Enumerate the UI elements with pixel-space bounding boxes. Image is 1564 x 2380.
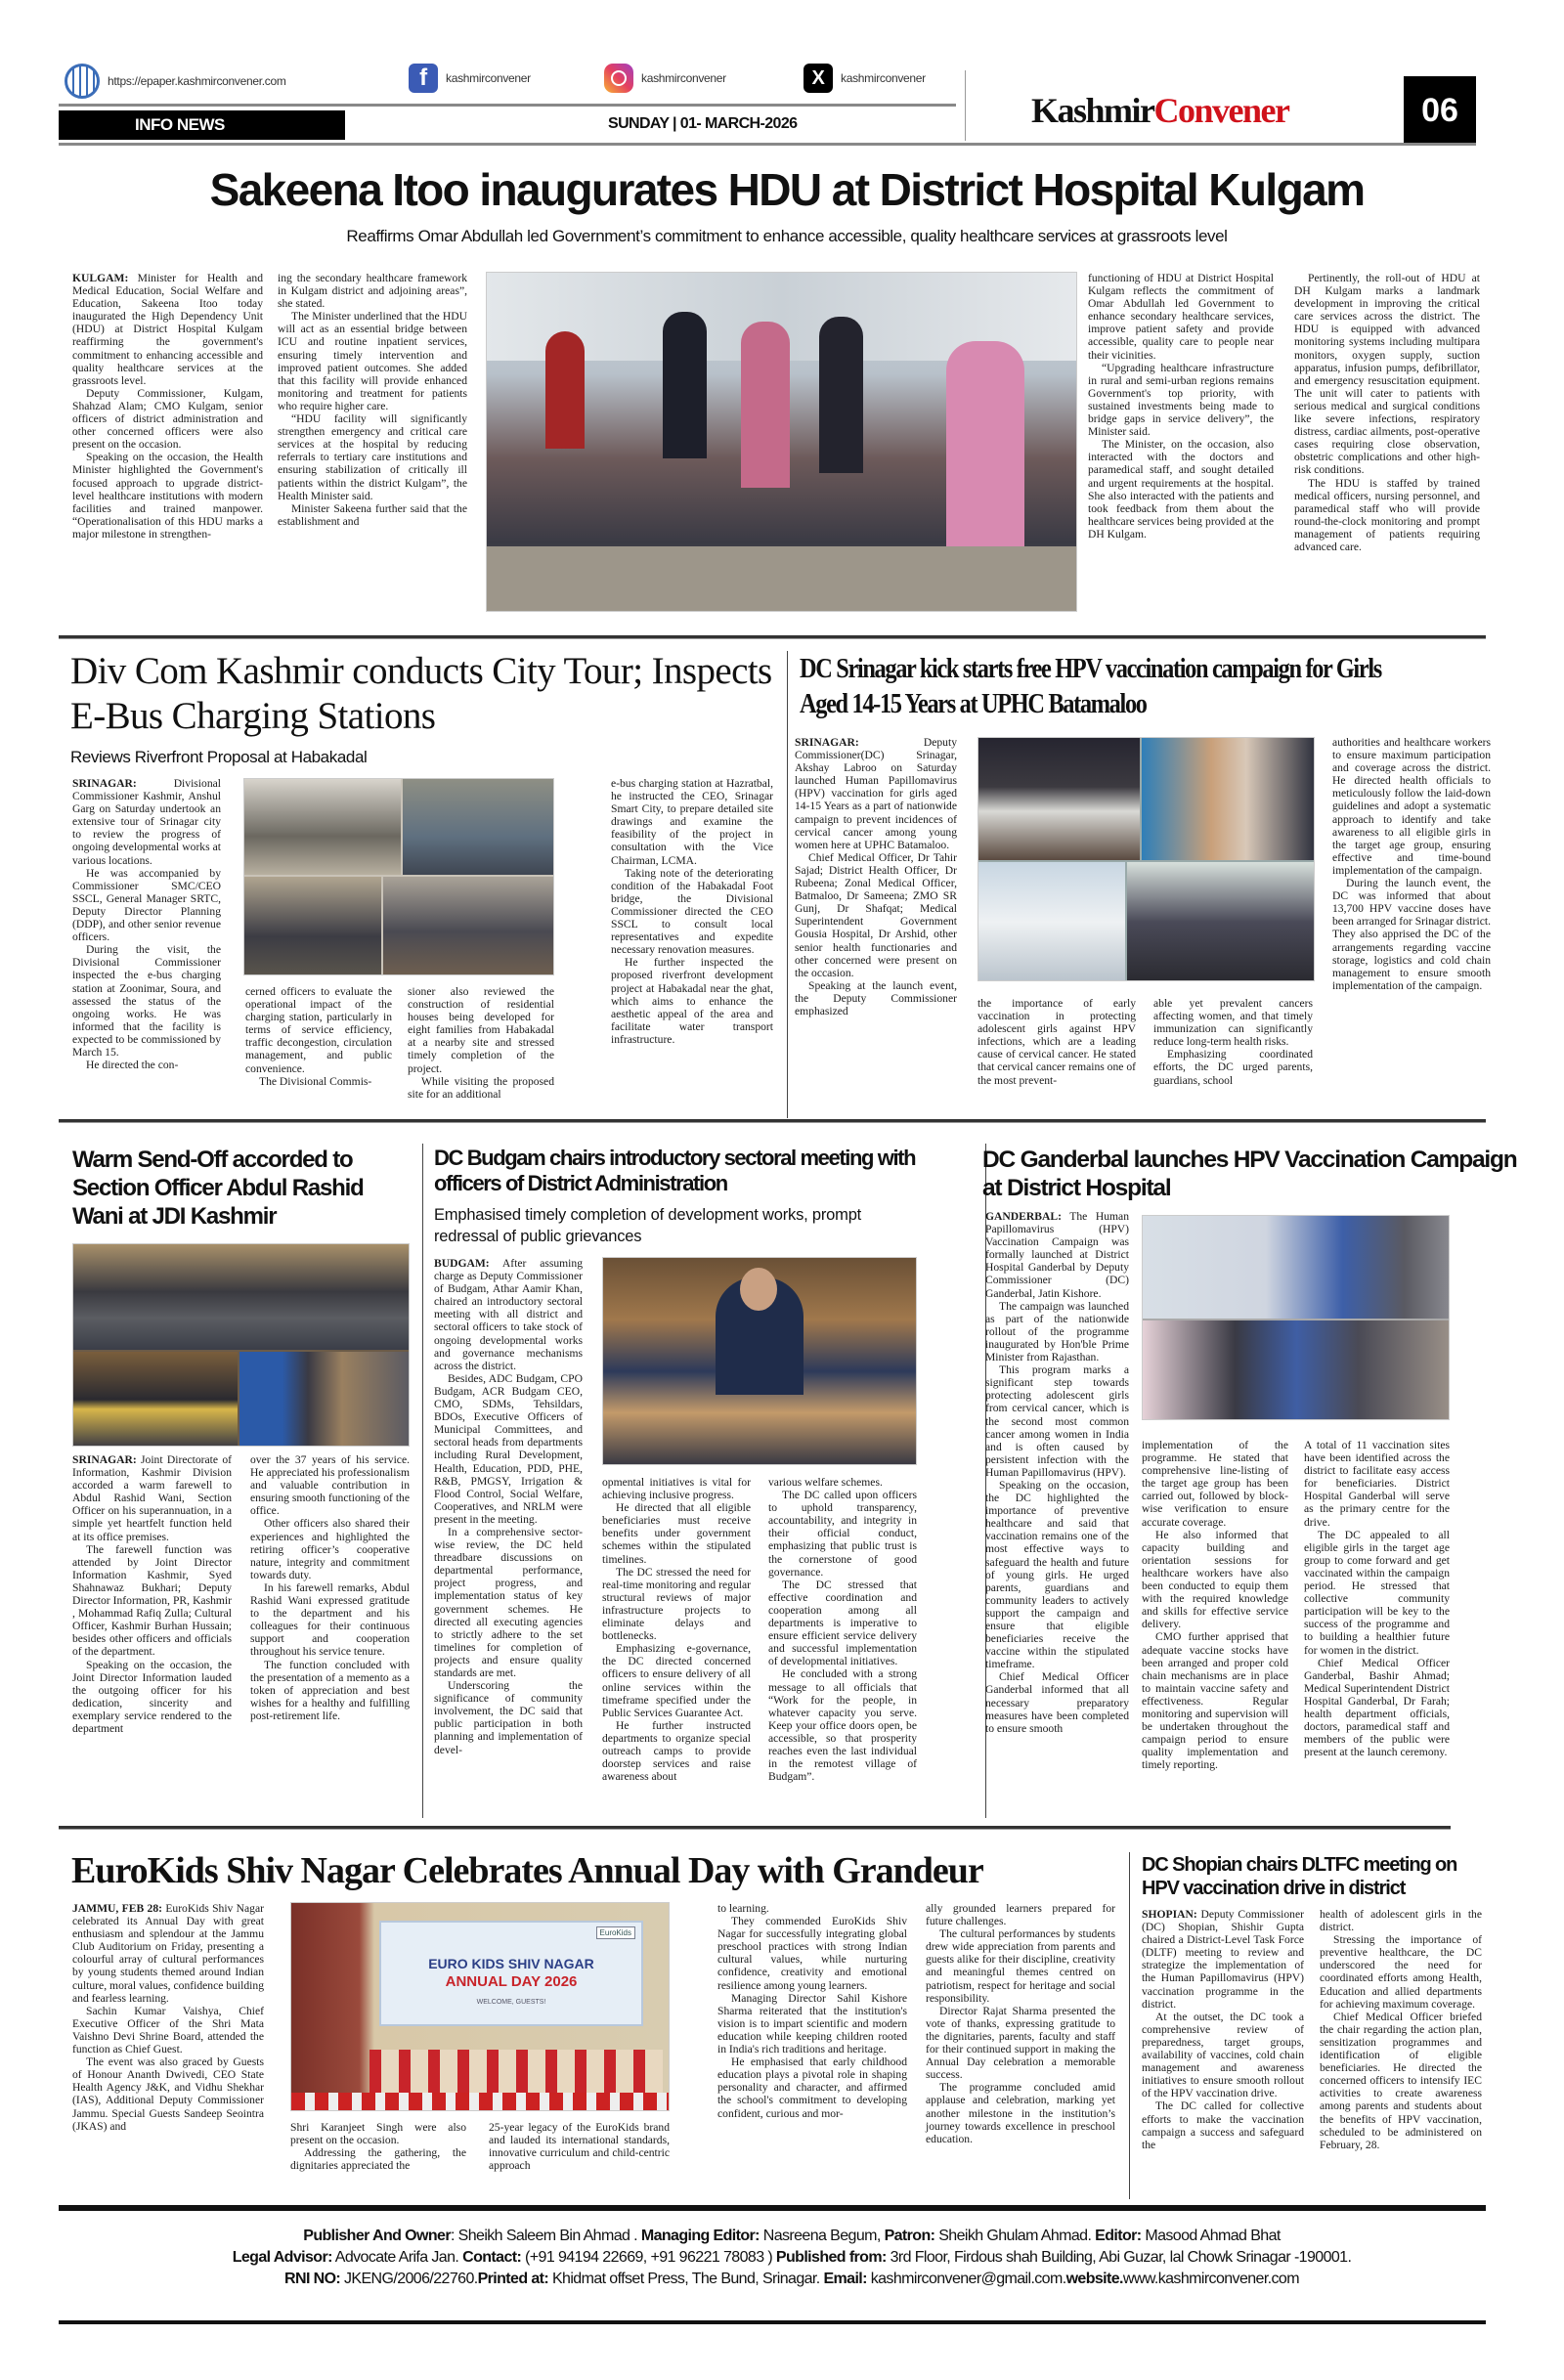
budgam-headline: DC Budgam chairs introductory sectoral meeting with officers of District Administration [434, 1146, 916, 1195]
column-divider [787, 651, 788, 1118]
ganderbal-col-1: GANDERBAL: The Human Papillomavirus (HPV) Vaccination Campaign was formally launched at District Hospital Ganderbal by Deputy Commissioner (DC) Ganderbal, Jatin Kishore. The campaign was launched as part of the nationwide rollout of the programme inaugurated by Hon'ble Prime Minister from Rajasthan. This program marks a significant step towards protecting adolescent girls from cervical cancer, which is the second most common cancer among women in India and is often caused by persistent infection with the Human Papillomavirus (HPV). Speaking on the occasion, the DC highlighted the importance of preventive healthcare and said that vaccination remains one of the most effective ways to safeguard the health and future of young girls. He urged parents, guardians and community leaders to actively support the campaign and ensure that eligible beneficiaries receive the vaccine within the stipulated timeframe. Chief Medical Officer Ganderbal informed that all necessary preparatory measures have been completed to ensure smooth [985, 1210, 1129, 1735]
eurokids-col-2: Shri Karanjeet Singh were also present on the occasion. Addressing the gathering, the dignitaries appreciated the [290, 2121, 466, 2173]
x-icon: X [804, 64, 833, 93]
page-number: 06 [1404, 76, 1476, 145]
facebook-link[interactable]: f kashmirconvener [409, 64, 531, 93]
banner-line-1: EURO KIDS SHIV NAGAR [428, 1956, 594, 1971]
lead-col-4: Pertinently, the roll-out of HDU at DH Kulgam marks a landmark development in improving the critical care services across the district. The HDU is equipped with advanced monitoring systems including multipara monitors, oxygen supply, suction apparatus, infusion pumps, defibrillator, and emergency resuscitation equipment. The unit will cater to patients with serious medical and surgical conditions like severe infections, respiratory distress, cardiac ailments, post-operative cases requiring close observation, obstetric complications and other high-risk conditions. The HDU is staffed by trained medical officers, nursing personnel, and paramedical staff who will provide round-the-clock monitoring and prompt management of patients requiring advanced care. [1294, 272, 1480, 553]
ganderbal-col-2: implementation of the programme. He stated that comprehensive line-listing of the target age group has been carried out, followed by block-wise verification to ensure accurate coverage. He also informed that capacity building and orientation sessions for healthcare workers have also been conducted to equip them with the required knowledge and skills for effective service delivery. CMO further apprised that adequate vaccine stocks have been arranged and proper cold chain mechanisms are in place to maintain vaccine safety and effectiveness. Regular monitoring and supervision will be undertaken throughout the campaign period to ensure quality implementation and timely reporting. [1142, 1439, 1288, 1772]
section-rule [59, 1826, 1451, 1830]
lead-subhead: Reaffirms Omar Abdullah led Government’s commitment to enhance accessible, quality healthcare services at grassroots level [346, 227, 1228, 245]
dateline: SHOPIAN: [1142, 1908, 1197, 1921]
lead-col-1: KULGAM: Minister for Health and Medical Education, Social Welfare and Education, Sakeena Itoo today inaugurated the High Dependency Unit (HDU) at District Hospital Kulgam reaffirming the government's commitment to enhancing accessible and quality healthcare services at the grassroots level. Deputy Commissioner, Kulgam, Shahzad Alam; CMO Kulgam, senior officers of district administration and other concerned officers were also present on the occasion. Speaking on the occasion, the Health Minister highlighted the Government's focused approach to upgrade district-level healthcare institutions with modern facilities and trained manpower. “Operationalisation of this HDU marks a major milestone in strengthen- [72, 272, 263, 541]
sendoff-col-2: over the 37 years of his service. He appreciated his professionalism and valuable contribution in ensuring smooth functioning of the office. Other officers also shared their experiences and highlighted the retiring officer’s cooperative nature, integrity and commitment towards duty. In his farewell remarks, Abdul Rashid Wani expressed gratitude to the department and his colleagues for their continuous support and cooperation throughout his service tenure. The function concluded with the presentation of a memento as a token of appreciation and best wishes for a healthy and fulfilling post-retirement life. [250, 1453, 410, 1722]
divcom-col-1: SRINAGAR: Divisional Commissioner Kashmir, Anshul Garg on Saturday undertook an extensive tour of Srinagar city to review the progress of ongoing developmental works at various locations. He was accompanied by Commissioner SMC/CEO SSCL, General Manager SRTC, Deputy Director Planning (DDP), and other senior revenue officers. During the visit, the Divisional Commissioner inspected the e-bus charging station at Zoonimar, Soura, and assessed the status of the ongoing works. He was informed that the facility is expected to be commissioned by March 15. He directed the con- [72, 777, 221, 1072]
footer-bottom-rule [59, 2320, 1486, 2324]
globe-icon [65, 64, 100, 99]
ganderbal-headline: DC Ganderbal launches HPV Vaccination Campaign at District Hospital [982, 1147, 1517, 1201]
budgam-col-2: opmental initiatives is vital for achieving inclusive progress. He directed that all eligible beneficiaries must receive benefits under government schemes within the stipulated timelines. The DC stressed the need for real-time monitoring and regular structural reviews of major infrastructure projects to eliminate delays and bottlenecks. Emphasizing e-governance, the DC directed concerned officers to ensure delivery of all online services within the timeframe specified under the Public Services Guarantee Act. He further instructed departments to organize special outreach camps to provide doorstep services and raise awareness about [602, 1476, 751, 1784]
dateline: SRINAGAR: [72, 1453, 137, 1466]
instagram-icon [604, 64, 633, 93]
masthead [1031, 91, 1289, 130]
divcom-col-2: cerned officers to evaluate the operational impact of the charging station, particularly in terms of service efficiency, traffic decongestion, circulation management, and public convenience. The Divisional Commis- [245, 985, 392, 1088]
imprint-line-3: RNI NO: JKENG/2006/22760.Printed at: Khidmat offset Press, The Bund, Srinagar. Email: kashmirconvener@gmail.com.website.www.kashmirconvener.com [284, 2271, 1299, 2287]
lead-col-3: functioning of HDU at District Hospital Kulgam reflects the commitment of Omar Abdullah led Government to enhance secondary healthcare services, improve patient safety and provide accessible, quality care to people near their vicinities. “Upgrading healthcare infrastructure in rural and semi-urban regions remains Government's top priority, with sustained investments being made to bridge gaps in service delivery”, the Minister said. The Minister, on the occasion, also interacted with the doctors and paramedical staff, and sought detailed and urgent requirements at the hospital. She also interacted with the patients and took feedback from them about the healthcare services being provided at the DH Kulgam. [1088, 272, 1274, 541]
eurokids-col-5: ally grounded learners prepared for future challenges. The cultural performances by students drew wide appreciation from parents and guests alike for their discipline, creativity and meaningful themes centred on patriotism, respect for heritage and social responsibility. Director Rajat Sharma presented the vote of thanks, expressing gratitude to the dignitaries, parents, faculty and staff for their continued support in making the Annual Day celebration a memorable success. The programme concluded amid applause and celebration, marking yet another milestone in the institution’s journey towards excellence in preschool education. [926, 1902, 1115, 2145]
shopian-headline: DC Shopian chairs DLTFC meeting on HPV vaccination drive in district [1142, 1854, 1457, 1899]
sendoff-headline: Warm Send-Off accorded to Section Officer Abdul Rashid Wani at JDI Kashmir [72, 1147, 364, 1230]
issue-date: SUNDAY | 01- MARCH-2026 [608, 115, 798, 132]
ganderbal-photo-collage [1142, 1215, 1450, 1420]
x-link[interactable]: X kashmirconvener [804, 64, 926, 93]
budgam-col-1: BUDGAM: After assuming charge as Deputy Commissioner of Budgam, Athar Aamir Khan, chaired an introductory sectoral meeting with all district and sectoral officers to take stock of ongoing developmental works and governance mechanisms across the district. Besides, ADC Budgam, CPO Budgam, ACR Budgam CEO, CMO, SDMs, Tehsildars, BDOs, Executive Officers of Municipal Committees, and sectoral heads from departments including Rural Development, Health, Education, PDD, PHE, R&B, PMGSY, Irrigation & Flood Control, Social Welfare, Cooperatives, and NRLM were present in the meeting. In a comprehensive sector-wise review, the DC held threadbare discussions on departmental performance, project progress, and implementation status of key government schemes. He directed all executing agencies to strictly adhere to the set timelines for completion of projects and ensure quality standards are met. Underscoring the significance of community involvement, the DC said that public participation in both planning and implementation of devel- [434, 1257, 583, 1756]
banner-line-3: WELCOME, GUESTS! [476, 1999, 546, 2006]
divcom-subhead: Reviews Riverfront Proposal at Habakadal [70, 748, 368, 766]
eurokids-col-1: JAMMU, FEB 28: EuroKids Shiv Nagar celebrated its Annual Day with great enthusiasm and splendour at the Jammu Club Auditorium on Friday, presenting a colourful array of cultural performances by young students themed around Indian culture, moral values, confidence building and fearless learning. Sachin Kumar Vaishya, Chief Executive Officer of the Shri Mata Vaishno Devi Shrine Board, attended the function as Chief Guest. The event was also graced by Guests of Honour Ananth Dwivedi, CEO State Health Agency J&K, and Vidhu Shekhar (IAS), Additional Deputy Commissioner Jammu. Special Guests Sandeep Seointra (JKAS) and [72, 1902, 264, 2133]
budgam-subhead: Emphasised timely completion of development works, prompt redressal of public grievances [434, 1206, 862, 1245]
divcom-col-3: sioner also reviewed the construction of residential houses being developed for eight families from Habakadal at a nearby site and stressed timely completion of the project. While visiting the proposed site for an additional [408, 985, 554, 1101]
header-rule [59, 104, 956, 107]
lead-col-2: ing the secondary healthcare framework in Kulgam district and adjoining areas”, she stated. The Minister underlined that the HDU will act as an essential bridge between ICU and routine inpatient services, ensuring timely intervention and improved patient outcomes. She added that this facility will provide enhanced monitoring and treatment for patients who require higher care. “HDU facility will significantly strengthen emergency and critical care services at the hospital by reducing referrals to tertiary care institutions and ensuring stabilization of critically ill patients within the district Kulgam”, the Health Minister said. Minister Sakeena further said that the establishment and [278, 272, 467, 528]
imprint-line-2: Legal Advisor: Advocate Arifa Jan. Contact: (+91 94194 22669, +91 96221 78083 ) Published from: 3rd Floor, Firdous shah Building, Abi Guzar, lal Chowk Srinagar -190001. [232, 2249, 1352, 2266]
divcom-photo-collage [243, 778, 554, 975]
dateline: BUDGAM: [434, 1257, 490, 1270]
hpv-srinagar-headline: DC Srinagar kick starts free HPV vaccination campaign for Girls Aged 14-15 Years at UPHC Batamaloo [800, 653, 1381, 719]
hpv-srinagar-col-3: able yet prevalent cancers affecting women, and that timely immunization can significantly reduce long-term health risks. Emphasizing coordinated efforts, the DC urged parents, guardians, school [1153, 997, 1313, 1087]
dateline: GANDERBAL: [985, 1210, 1062, 1223]
eurokids-col-4: to learning. They commended EuroKids Shiv Nagar for successfully integrating global preschool practices with strong Indian cultural values, while nurturing confidence, creativity and emotional resilience among young learners. Managing Director Sahil Kishore Sharma reiterated that the institution's vision is to impart scientific and modern education while keeping children rooted in India's rich traditions and heritage. He emphasised that early childhood education plays a pivotal role in shaping personality and character, and affirmed the school's commitment to developing confident, curious and mor- [717, 1902, 907, 2120]
imprint [59, 2226, 1525, 2290]
header-bottom-rule [59, 143, 1476, 146]
hpv-srinagar-col-1: SRINAGAR: Deputy Commissioner(DC) Srinagar, Akshay Labroo on Saturday launched Human Papillomavirus (HPV) vaccination for girls aged 14-15 Years as a part of nationwide campaign to prevent incidences of cervical cancer among young women here at UPHC Batamaloo. Chief Medical Officer, Dr Tahir Sajad; District Health Officer, Dr Rubeena; Zonal Medical Officer, Batmaloo, Dr Sameena; ZMO SR Gunj, Dr Shafqat; Medical Superintendent Government Gousia Hospital, Dr Arshid, other senior health functionaries and other concerned were present on the occasion. Speaking at the launch event, the Deputy Commissioner emphasized [795, 736, 957, 1017]
divcom-col-4: e-bus charging station at Hazratbal, he instructed the CEO, Srinagar Smart City, to prepare detailed site drawings and examine the feasibility of the project in consultation with the Vice Chairman, LCMA. Taking note of the deteriorating condition of the Habakadal Foot bridge, the Divisional Commissioner directed the CEO SSCL to consult local representatives and expedite necessary renovation measures. He further inspected the proposed riverfront development project at Habakadal near the ghat, which aims to enhance the aesthetic appeal of the area and facilitate water transport infrastructure. [611, 777, 773, 1046]
eurokids-photo-annual-day [290, 1902, 670, 2111]
dateline: KULGAM: [72, 272, 129, 284]
lead-photo-hdu-inauguration [486, 272, 1077, 612]
shopian-col-1: SHOPIAN: Deputy Commissioner (DC) Shopian, Shishir Gupta chaired a District-Level Task Force (DLTF) meeting to review and strategize the implementation of the Human Papillomavirus (HPV) vaccination programme in the district. At the outset, the DC took a comprehensive review of preparedness, target groups, availability of vaccines, cold chain management and awareness initiatives to ensure smooth rollout of the HPV vaccination drive. The DC called for collective efforts to make the vaccination campaign a success and safeguard the [1142, 1908, 1304, 2151]
eurokids-col-3: 25-year legacy of the EuroKids brand and lauded its international standards, innovative curriculum and child-centric approach [489, 2121, 670, 2173]
masthead-convener: Convener [1153, 91, 1289, 130]
section-rule [59, 1119, 1486, 1123]
website-link[interactable]: https://epaper.kashmirconvener.com [65, 64, 286, 99]
dateline: SRINAGAR: [72, 777, 137, 790]
facebook-icon: f [409, 64, 438, 93]
sendoff-photo-collage [72, 1243, 410, 1447]
shopian-col-2: health of adolescent girls in the district. Stressing the importance of preventive healthcare, the DC underscored the need for coordinated efforts among Health, Education and allied departments for achieving maximum coverage. Chief Medical Officer briefed the chair regarding the action plan, sensitization programmes and identification of eligible beneficiaries. He directed the concerned officers to intensify IEC activities to create awareness among parents and students about the benefits of HPV vaccination, scheduled to be administered on February, 28. [1320, 1908, 1482, 2151]
dateline: JAMMU, FEB 28: [72, 1902, 162, 1915]
hpv-srinagar-photo-collage [978, 737, 1315, 981]
column-divider [422, 1144, 423, 1818]
banner-line-2: ANNUAL DAY 2026 [445, 1973, 578, 1990]
eurokids-logo: EuroKids [596, 1926, 635, 1939]
masthead-kashmir: Kashmir [1031, 91, 1154, 130]
footer-top-rule [59, 2205, 1486, 2211]
budgam-photo-meeting [602, 1257, 917, 1465]
column-divider [1129, 1852, 1130, 2199]
dateline: SRINAGAR: [795, 736, 859, 749]
section-rule [59, 635, 1486, 639]
lead-headline: Sakeena Itoo inaugurates HDU at District Hospital Kulgam [209, 164, 1365, 215]
budgam-col-3: various welfare schemes. The DC called upon officers to uphold transparency, accountability, and integrity in their official conduct, emphasizing that public trust is the cornerstone of good governance. The DC stressed that effective coordination and cooperation among all departments is imperative to ensure efficient service delivery and successful implementation of developmental initiatives. He concluded with a strong message to all officials that “Work for the people, in whatever capacity you serve. Keep your office doors open, be accessible, so that prosperity reaches even the last individual in the remotest village of Budgam”. [768, 1476, 917, 1784]
eurokids-headline: EuroKids Shiv Nagar Celebrates Annual Day with Grandeur [71, 1850, 983, 1891]
section-label: INFO NEWS [59, 110, 345, 140]
instagram-link[interactable]: kashmirconvener [604, 64, 726, 93]
header-divider [965, 70, 966, 141]
hpv-srinagar-col-4: authorities and healthcare workers to ensure maximum participation and coverage across the district. He directed health officials to meticulously follow the laid-down guidelines and adopt a systematic approach to identify and take awareness to all eligible girls in the target age group, ensuring effective and time-bound implementation of the campaign. During the launch event, the DC was informed that about 13,700 HPV vaccine doses have been arranged for Srinagar district. They also apprised the DC of the arrangements regarding vaccine storage, logistics and cold chain management to ensure smooth implementation of the campaign. [1332, 736, 1491, 992]
sendoff-col-1: SRINAGAR: Joint Directorate of Information, Kashmir Division accorded a warm farewell to Abdul Rashid Wani, Section Officer on his superannuation, in a simple yet heartfelt function held at its office premises. The farewell function was attended by Joint Director Information Kashmir, Syed Shahnawaz Bukhari; Deputy Director Information, PR, Kashmir , Mohammad Rafiq Zulla; Cultural Officer, Kashmir Burhan Hussain; besides other officers and officials of the department. Speaking on the occasion, the Joint Director Information lauded the outgoing officer for his dedication, sincerity and exemplary service rendered to the department [72, 1453, 233, 1735]
divcom-headline: Div Com Kashmir conducts City Tour; Inspects E-Bus Charging Stations [70, 650, 772, 737]
imprint-line-1: Publisher And Owner: Sheikh Saleem Bin Ahmad . Managing Editor: Nasreena Begum, Patron: Sheikh Ghulam Ahmad. Editor: Masood Ahmad Bhat [303, 2228, 1281, 2244]
ganderbal-col-3: A total of 11 vaccination sites have been identified across the district to facilitate easy access for beneficiaries. District Hospital Ganderbal will serve as the primary centre for the drive. The DC appealed to all eligible girls in the target age group to come forward and get vaccinated within the campaign period. He stressed that collective community participation will be key to the success of the programme and to building a healthier future for women in the district. Chief Medical Officer Ganderbal, Bashir Ahmad; Medical Superintendent District Hospital Ganderbal, Dr Farah; health department officials, doctors, paramedical staff and members of the public were present at the launch ceremony. [1304, 1439, 1450, 1759]
hpv-srinagar-col-2: the importance of early vaccination in protecting adolescent girls against HPV infections, which are a leading cause of cervical cancer. He stated that cervical cancer remains one of the most prevent- [978, 997, 1136, 1087]
